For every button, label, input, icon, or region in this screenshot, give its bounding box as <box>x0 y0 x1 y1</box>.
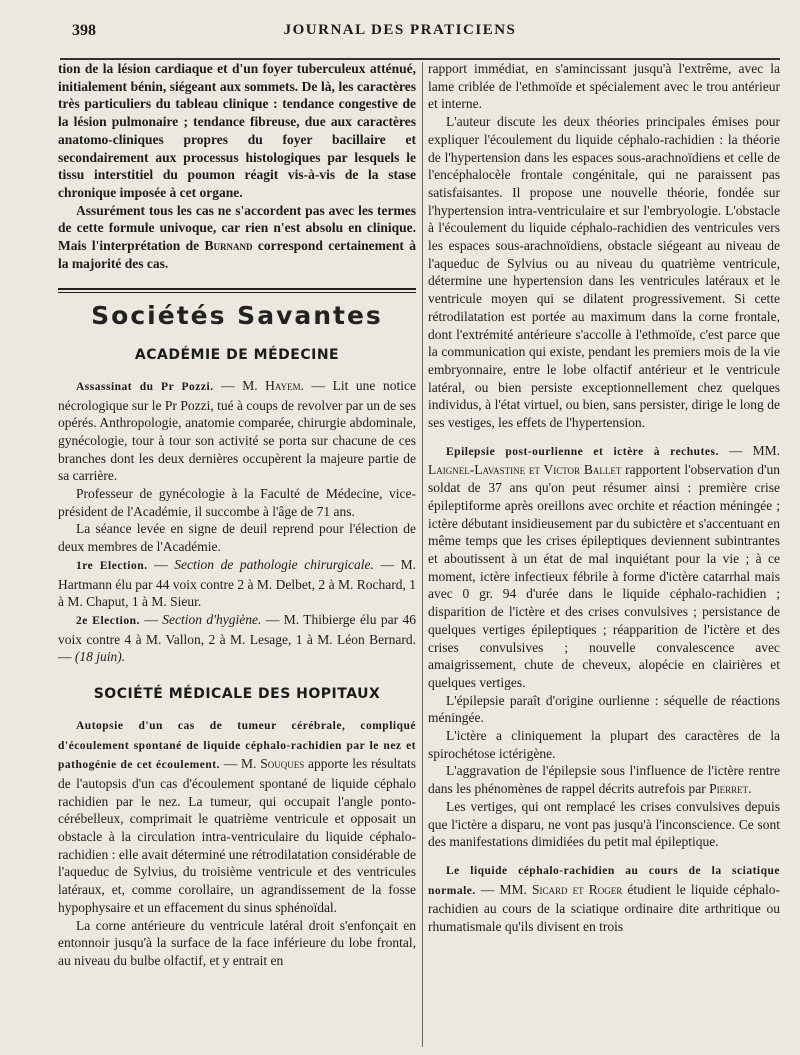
lead-closing-paragraph <box>58 202 416 273</box>
page-header <box>0 18 800 48</box>
academy-title: ACADÉMIE DE MÉDECINE <box>134 347 340 364</box>
spacer-2 <box>428 851 780 861</box>
assassinat-author: Hayem <box>265 377 301 393</box>
autopsie-text: apporte les résultats de l'autopsis d'un cas d'écoulement spontané de liquide céphalo rachidien par le nez. La tumeur, qui occupait l'angle ponto-cérébelleux, comprimait le quatrième ventricule et opposait un obstacle à la circulation intra-ventriculaire du liquide céphalo-rachidien : elle avait déterminé une rétrodilatation considérable de l'aqueduc de Sylvius, du troisième ventricule et des ventricules latéraux, et, comme corollaire, un agrandissement de la fosse hypophysaire et un effacement du sinus sphénoïdal. <box>58 756 416 915</box>
liquide-paragraph <box>428 861 780 936</box>
election1-runin: 1re Election. <box>76 559 148 572</box>
autopsie-paragraph: Autopsie d'un cas de tumeur cérébrale, compliqué d'écoulement spontané de liquide céphalo-rachidien par le nez et pathogénie de cet écoulement. — M. Souques apporte les résultats de l'autopsis d'un cas d'écoulement spontané de liquide céphalo rachidien par le nez. La tumeur, qui occupait l'angle ponto-cérébelleux, comprimait le quatrième ventricule et opposait un obstacle à la circulation intra-ventriculaire du liquide céphalo-rachidien : elle avait déterminé une rétrodilatation considérable de l'aqueduc de Sylvius, du troisième ventricule et des ventricules latéraux, et, comme corollaire, un agrandissement de la fosse hypophysaire et un effacement du sinus sphénoïdal. <box>58 719 416 915</box>
rapport-paragraph: rapport immédiat, en s'amincissant jusqu'à l'extrême, avec la lame criblée de l'ethmoïde et spécialement avec le trou antérieur et interne. <box>428 61 780 112</box>
election1-paragraph: 1re Election. — Section de pathologie chirurgicale. — M. Hartmann élu par 44 voix contre 2 à M. Delbet, 2 à M. Rochard, 1 à M. Chaput, 1 à M. Sieur. <box>58 556 416 610</box>
lead-closing-end: correspond certainement à la majorité des cas. <box>58 238 416 271</box>
vertiges-paragraph: Les vertiges, qui ont remplacé les crises convulsives depuis que l'ictère a disparu, ne vont pas jusqu'à l'inconscience. Ce sont des manifestations dimidiées du petit mal épileptique. <box>428 798 780 850</box>
liquide-runin: Le liquide céphalo-rachidien au cours de la sciatique normale. <box>428 864 780 897</box>
epilepsie-runin: Epilepsie post-ourlienne et ictère à rechutes. <box>446 445 719 458</box>
hopitaux-title: SOCIÉTÉ MÉDICALE DES HOPITAUX <box>93 686 381 703</box>
corne-paragraph: La corne antérieure du ventricule latéral droit s'enfonçait en entonnoir jusqu'à la surface de la face inférieure du lobe frontal, au niveau du bulbe olfactif, et y entrait en <box>58 917 416 968</box>
assassinat-paragraph <box>58 377 416 485</box>
left-column <box>58 60 416 1050</box>
election1-section: Section de pathologie chirurgicale. <box>174 556 374 572</box>
lead-author: Burnand <box>204 238 253 254</box>
aggravation-author: Pierret. <box>709 781 752 797</box>
election2-paragraph: 2e Election. — Section d'hygiène. — M. Thibierge élu par 46 voix contre 4 à M. Vallon, 2 à M. Lesage, 1 à M. Léon Bernard. — (18 juin). <box>58 611 416 665</box>
running-title: JOURNAL DES PRATICIENS <box>283 22 517 38</box>
page-number: 398 <box>72 22 96 39</box>
origine-paragraph: L'épilepsie paraît d'origine ourlienne : séquelle de réactions méningée. <box>428 692 780 726</box>
ictere-paragraph: L'ictère a cliniquement la plupart des caractères de la spirochétose ictérigène. <box>428 728 780 761</box>
section-divider <box>58 288 416 293</box>
autopsie-author: Souques <box>260 756 305 772</box>
epilepsie-paragraph <box>428 442 780 692</box>
autopsie-runin: Autopsie d'un cas de tumeur cérébrale, compliqué d'écoulement spontané de liquide céphalo-rachidien par le nez et pathogénie de cet écoulement. <box>58 719 416 772</box>
seance-paragraph: La séance levée en signe de deuil reprend pour l'élection de deux membres de l'Académie. <box>58 521 416 555</box>
epilepsie-text: rapportent l'observation d'un soldat de 37 ans qu'on peut résumer ainsi : première crise épileptiforme après oreillons avec orchite et réaction méningée ; ictère débutant insidieusement par du subictère et s'accentuant en même temps que les crises épileptiques deviennent subintrantes et aboutissent à un état de mal inquiétant pour la vie ; à ce moment, ictère infectieux fébrile à forme d'ictère catarrhal mais avec 0 gr. 94 d'urée dans le liquide céphalo-rachidien ; disparition de l'ictère et des crises convulsives ; persistance de quelques vertiges épileptiques ; réapparition de l'ictère et des crises convulsives ; nouvelle convalescence avec amaigrissement, chute de cheveux, alopécie en clairières et quelques vertiges. <box>428 462 780 690</box>
spacer <box>428 432 780 442</box>
epilepsie-authors: — MM. Laignel-Lavastine et Victor Ballet <box>428 442 780 478</box>
lead-closing-text: Assurément tous les cas ne s'accordent pas avec les termes de cette formule univoque, car rien n'est absolu en clinique. Mais l'interprétation de <box>58 202 416 254</box>
aggravation-text: L'aggravation de l'épilepsie sous l'influence de l'ictère rentre dans les phénomènes de rappel décrits autrefois par <box>428 763 780 797</box>
aggravation-paragraph <box>428 762 780 797</box>
theories-paragraph: L'auteur discute les deux théories principales émises pour expliquer l'écoulement du liquide céphalo-rachidien : la théorie de l'hypertension dans les espaces sous-arachnoïdiens et celle de l'encéphalocèle frontale congénitale, qui ne paraissent pas satisfaisantes. Il propose une nouvelle théorie, fondée sur l'hypertension intra-ventriculaire et sur l'embryologie. L'obstacle à l'écoulement du liquide céphalo-rachidien des ventricules vers les espaces sous-arachnoïdiens, obstacle siégeant au niveau de l'aqueduc de Sylvius ou au niveau du quatrième ventricule, détermine une hypertension dans les ventricules latéraux et le ventricule moyen qui se dilatent progressivement. Si cette rétrodilatation est portée au maximum dans la corne frontale, dont l'extrémité antérieure s'accolle à l'ethmoïde, c'est parce que la communication qui existe, pendant les premiers mois de la vie embryonnaire, entre le lobe olfactif antérieur et le ventricule latéral, ou bien persiste exceptionnellement chez quelques individus, à l'état virtuel, ou bien, sans persister, dirige le long de ses vestiges, les effets de l'hypertension. <box>428 114 780 431</box>
section-title: Sociétés Savantes <box>91 301 383 331</box>
liquide-text: étudient le liquide céphalo-rachidien au cours de la sciatique ordinaire dite arthritique ou rhumatismale qu'ils divisent en trois <box>428 881 780 935</box>
assassinat-dash: — M. <box>213 377 266 393</box>
election2-section: Section d'hygiène. <box>162 611 262 627</box>
liquide-authors: — MM. Sicard et Roger <box>480 881 623 897</box>
column-divider <box>422 62 423 1047</box>
election2-text: — M. Thibierge élu par 46 voix contre 4 à M. Vallon, 2 à M. Lesage, 1 à M. Léon Bernard. — <box>58 611 416 665</box>
election2-runin: 2e Election. <box>76 614 140 627</box>
election1-text: M. Hartmann élu par 44 voix contre 2 à M. Delbet, 2 à M. Rochard, 1 à M. Chaput, 1 à M. Sieur. <box>58 556 416 610</box>
lead-paragraph: tion de la lésion cardiaque et d'un foyer tuberculeux atténué, initialement bénin, siégeant aux sommets. De là, les caractères très particuliers du tableau clinique : tendance congestive de la lésion pulmonaire ; tendance fibreuse, due aux caractères anatomo-cliniques propres du foyer bacillaire et secondairement aux processus histologiques par lesquels le tissu interstitiel du poumon réagit vis-à-vis de la stase chronique imposée à cet organe. <box>58 61 416 200</box>
assassinat-runin: Assassinat du Pr Pozzi. <box>76 380 214 393</box>
professeur-paragraph: Professeur de gynécologie à la Faculté de Médecine, vice-président de l'Académie, il succombe à l'âge de 71 ans. <box>58 486 416 519</box>
assassinat-text: . — Lit une notice nécrologique sur le Pr Pozzi, tué à coups de revolver par un de ses opérés. Anthropologie, anatomie comparée, chirurgie abdominale, gynécologie, tour à tour son activité se porta sur chacune de ces branches dont les deux dernières occupèrent la majeure partie de sa carrière. <box>58 377 416 484</box>
election2-date: (18 juin). <box>74 649 126 665</box>
right-column <box>428 60 780 1050</box>
